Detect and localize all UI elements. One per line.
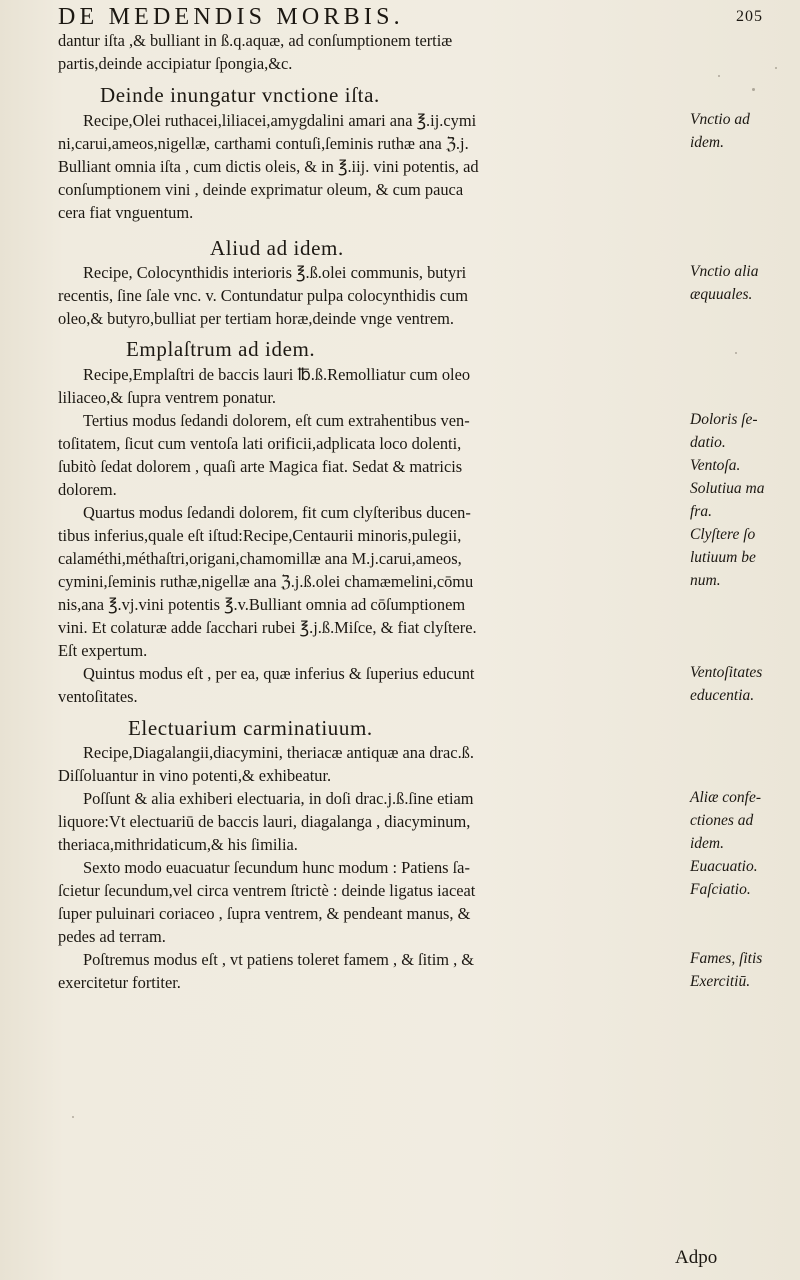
text-line: pedes ad terram. bbox=[58, 927, 166, 946]
margin-note: Aliæ confe- bbox=[690, 789, 762, 806]
text-line: oleo,& butyro,bulliat per tertiam horæ,deinde vnge ventrem. bbox=[58, 309, 455, 328]
margin-note: idem. bbox=[690, 134, 725, 151]
text-line: Recipe,Diagalangii,diacymini, theriacæ antiquæ ana drac.ß. bbox=[83, 743, 474, 762]
text-line: Sexto modo euacuatur ſecundum hunc modum : Patiens ſa- bbox=[83, 858, 470, 877]
text-line: conſumptionem vini , deinde exprimatur oleum, & cum pauca bbox=[58, 180, 464, 199]
text-line: liquore:Vt electuariū de baccis lauri, diagalanga , diacyminum, bbox=[58, 812, 471, 831]
catchword: Adpo bbox=[675, 1247, 718, 1268]
text-line: dolorem. bbox=[58, 480, 117, 499]
text-line: partis,deinde accipiatur ſpongia,&c. bbox=[58, 54, 293, 73]
section-heading: Aliud ad idem. bbox=[210, 236, 344, 260]
margin-note: Faſciatio. bbox=[690, 881, 751, 898]
text-line: nis,ana ℥.vj.vini potentis ℥.v.Bulliant omnia ad cōſumptionem bbox=[58, 595, 466, 614]
paper-speck bbox=[72, 1116, 74, 1118]
text-line: Tertius modus ſedandi dolorem, eſt cum extrahentibus ven- bbox=[83, 411, 470, 430]
section-heading: Electuarium carminatiuum. bbox=[128, 716, 373, 740]
margin-note: Exercitiū. bbox=[690, 973, 751, 990]
text-line: ſcietur ſecundum,vel circa ventrem ſtrictè : deinde ligatus iaceat bbox=[58, 881, 476, 900]
text-line: Poſſunt & alia exhiberi electuaria, in doſi drac.j.ß.ſine etiam bbox=[83, 789, 474, 808]
text-line: toſitatem, ſicut cum ventoſa lati orificii,adplicata loco dolenti, bbox=[58, 434, 462, 453]
margin-note: Euacuatio. bbox=[690, 858, 758, 875]
text-line: liliaceo,& ſupra ventrem ponatur. bbox=[58, 388, 277, 407]
margin-note: fra. bbox=[690, 503, 712, 520]
text-line: recentis, ſine ſale vnc. v. Contundatur pulpa colocynthidis cum bbox=[58, 286, 468, 305]
text-line: Eſt expertum. bbox=[58, 641, 148, 660]
text-line: Diſſoluantur in vino potenti,& exhibeatur. bbox=[58, 766, 332, 785]
margin-note: datio. bbox=[690, 434, 726, 451]
text-line: Quartus modus ſedandi dolorem, fit cum clyſteribus ducen- bbox=[83, 503, 471, 522]
margin-note: Ventoſitates bbox=[690, 664, 763, 681]
text-line: ſubitò ſedat dolorem , quaſi arte Magica fiat. Sedat & matricis bbox=[58, 457, 463, 476]
margin-note: Vnctio alia bbox=[690, 263, 759, 280]
text-line: Quintus modus eſt , per ea, quæ inferius & ſuperius educunt bbox=[83, 664, 475, 683]
paper-speck bbox=[718, 75, 720, 77]
margin-note: Vnctio ad bbox=[690, 111, 750, 128]
text-line: Recipe,Emplaſtri de baccis lauri ℔.ß.Remolliatur cum oleo bbox=[83, 365, 471, 384]
section-heading: Emplaſtrum ad idem. bbox=[126, 337, 316, 361]
margin-note: Fames, ſitis bbox=[690, 950, 763, 967]
text-line: cymini,ſeminis ruthæ,nigellæ ana ℨ.j.ß.olei chamæmelini,cōmu bbox=[58, 572, 474, 591]
text-line: calaméthi,méthaſtri,origani,chamomillæ ana M.j.carui,ameos, bbox=[58, 549, 462, 568]
text-line: ſuper puluinari coriaceo , ſupra ventrem, & pendeant manus, & bbox=[58, 904, 471, 923]
margin-note: lutiuum be bbox=[690, 549, 756, 566]
text-line: cera fiat vnguentum. bbox=[58, 203, 194, 222]
margin-note: Solutiua ma bbox=[690, 480, 765, 497]
margin-note: Ventoſa. bbox=[690, 457, 741, 474]
margin-note: ctiones ad bbox=[690, 812, 754, 829]
text-line: theriaca,mithridaticum,& his ſimilia. bbox=[58, 835, 298, 854]
text-line: tibus inferius,quale eſt iſtud:Recipe,Centaurii minoris,pulegii, bbox=[58, 526, 462, 545]
section-heading: Deinde inungatur vnctione iſta. bbox=[100, 83, 380, 107]
text-line: Recipe,Olei ruthacei,liliacei,amygdalini amari ana ℥.ij.cymi bbox=[83, 111, 477, 130]
running-title: DE MEDENDIS MORBIS. bbox=[58, 4, 404, 30]
margin-note: educentia. bbox=[690, 687, 755, 704]
text-line: ni,carui,ameos,nigellæ, carthami contuſi,ſeminis ruthæ ana ℨ.j. bbox=[58, 134, 469, 153]
text-line: ventoſitates. bbox=[58, 687, 138, 706]
paper-speck bbox=[735, 352, 737, 354]
margin-note: æquuales. bbox=[690, 286, 753, 303]
text-line: vini. Et colaturæ adde ſacchari rubei ℥.j.ß.Miſce, & fiat clyſtere. bbox=[58, 618, 477, 637]
text-line: exercitetur fortiter. bbox=[58, 973, 181, 992]
margin-note: Clyſtere ſo bbox=[690, 526, 756, 543]
paper-speck bbox=[752, 88, 755, 91]
margin-note: num. bbox=[690, 572, 721, 589]
text-line: Bulliant omnia iſta , cum dictis oleis, & in ℥.iij. vini potentis, ad bbox=[58, 157, 479, 176]
margin-note: idem. bbox=[690, 835, 725, 852]
paper-speck bbox=[775, 67, 777, 69]
text-line: dantur iſta ,& bulliant in ß.q.aquæ, ad conſumptionem tertiæ bbox=[58, 31, 453, 50]
text-line: Poſtremus modus eſt , vt patiens toleret famem , & ſitim , & bbox=[83, 950, 475, 969]
text-line: Recipe, Colocynthidis interioris ℥.ß.olei communis, butyri bbox=[83, 263, 467, 282]
margin-note: Doloris ſe- bbox=[690, 411, 758, 428]
page-number: 205 bbox=[736, 8, 763, 25]
